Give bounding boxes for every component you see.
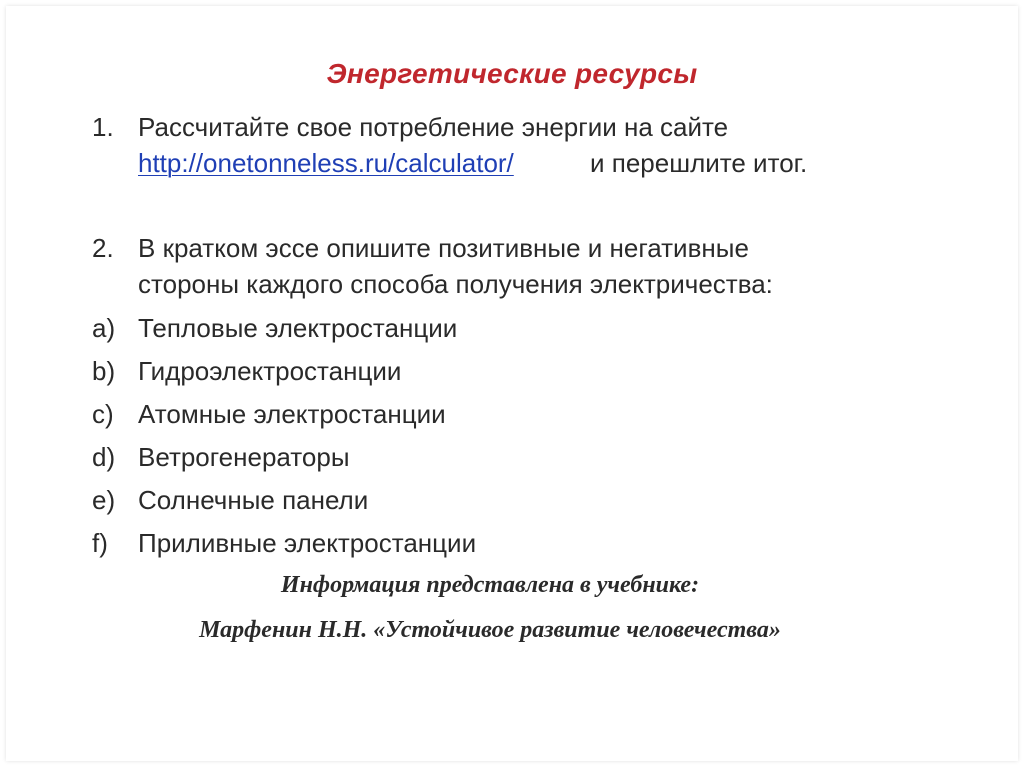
item-2-number: 2. bbox=[92, 233, 114, 263]
item-2-line-2: стороны каждого способа получения электричества: bbox=[138, 269, 773, 299]
subitem-b-text: Гидроэлектростанции bbox=[138, 356, 402, 386]
subitem-b-marker: b) bbox=[92, 356, 116, 386]
info-line-2: Марфенин Н.Н. «Устойчивое развитие человечества» bbox=[199, 617, 781, 643]
subitem-c-text: Атомные электростанции bbox=[138, 399, 446, 429]
subitem-e-marker: e) bbox=[92, 485, 116, 515]
item-1-text: Рассчитайте свое потребление энергии на сайте bbox=[138, 112, 729, 142]
info-line-1: Информация представлена в учебнике: bbox=[280, 572, 700, 598]
subitem-f-marker: f) bbox=[92, 528, 108, 558]
subitem-a-text: Тепловые электростанции bbox=[138, 313, 458, 343]
item-1-number: 1. bbox=[92, 112, 114, 142]
subitem-d-text: Ветрогенераторы bbox=[138, 442, 350, 472]
item-2-line-1: В кратком эссе опишите позитивные и негативные bbox=[138, 233, 749, 263]
subitem-c-marker: c) bbox=[92, 399, 114, 429]
subitem-e-text: Солнечные панели bbox=[138, 485, 369, 515]
item-1-link-line bbox=[138, 148, 514, 178]
calculator-link[interactable]: http://onetonneless.ru/calculator/ bbox=[138, 148, 514, 178]
item-1-after-link: и перешлите итог. bbox=[590, 148, 808, 178]
slide-title: Энергетические ресурсы bbox=[326, 58, 698, 89]
subitem-a-marker: a) bbox=[92, 313, 116, 343]
subitem-d-marker: d) bbox=[92, 442, 116, 472]
subitem-f-text: Приливные электростанции bbox=[138, 528, 477, 558]
